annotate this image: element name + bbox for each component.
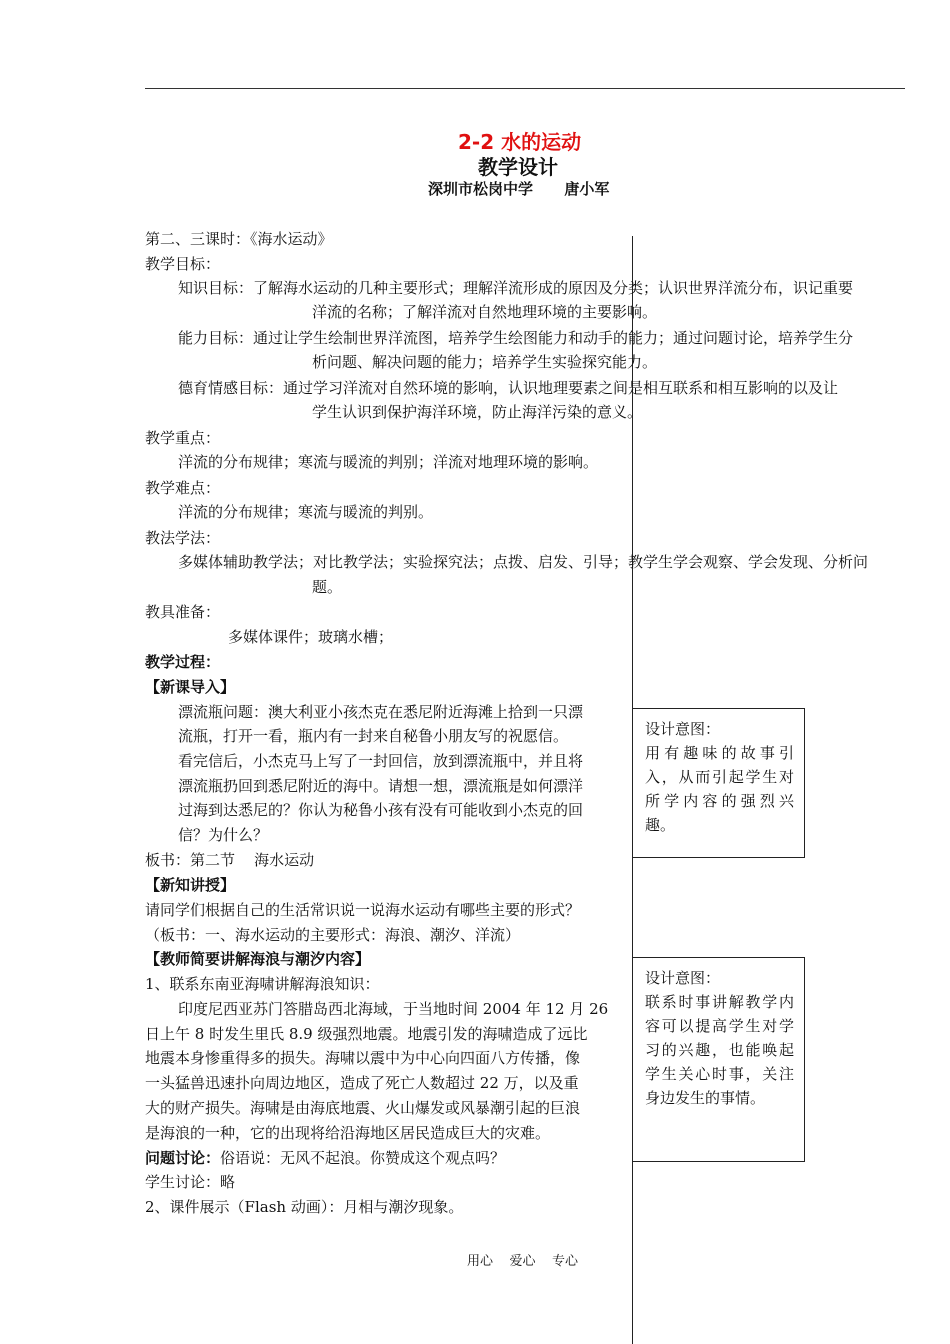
board-note-1: 板书：第二节 海水运动 xyxy=(145,851,315,869)
design-intent-box-1 xyxy=(632,708,805,858)
intro-heading: 【新课导入】 xyxy=(145,678,236,696)
footer-motto: 用心 爱心 专心 xyxy=(467,1254,579,1269)
key-points-text: 洋流的分布规律；寒流与暖流的判别；洋流对地理环境的影响。 xyxy=(178,453,599,471)
knowledge-goal-line2: 洋流的名称；了解洋流对自然地理环境的主要影响。 xyxy=(312,303,658,321)
bottle-line6: 信？为什么？ xyxy=(178,826,269,844)
tsunami-line2: 日上午 8 时发生里氏 8.9 级强烈地震。地震引发的海啸造成了远比 xyxy=(145,1025,588,1043)
discussion-label: 问题讨论： xyxy=(145,1149,221,1167)
methods-line1: 多媒体辅助教学法；对比教学法；实验探究法；点拨、启发、引导；教学生学会观察、学会发现、分析问 xyxy=(178,553,869,571)
tsunami-line5: 大的财产损失。海啸是由海底地震、火山爆发或风暴潮引起的巨浪 xyxy=(145,1099,581,1117)
doc-title: 2-2 水的运动 xyxy=(458,130,582,154)
header-rule xyxy=(145,88,905,89)
author-line: 深圳市松岗中学 唐小军 xyxy=(428,180,610,198)
process-label: 教学过程： xyxy=(145,653,221,671)
methods-label: 教法学法： xyxy=(145,529,221,547)
moral-goal-line1: 德育情感目标：通过学习洋流对自然环境的影响，认识地理要素之间是相互联系和相互影响的以及让 xyxy=(178,379,839,397)
tools-text: 多媒体课件；玻璃水槽； xyxy=(228,628,394,646)
knowledge-goal-line1: 知识目标：了解海水运动的几种主要形式；理解洋流形成的原因及分类；认识世界洋流分布，识记重要 xyxy=(178,279,854,297)
board-note-2: （板书：一、海水运动的主要形式：海浪、潮汐、洋流） xyxy=(145,926,521,944)
tsunami-line4: 一头猛兽迅速扑向周边地区，造成了死亡人数超过 22 万，以及重 xyxy=(145,1074,579,1092)
new-knowledge-heading: 【新知讲授】 xyxy=(145,876,236,894)
methods-line2: 题。 xyxy=(312,578,343,596)
doc-subtitle: 教学设计 xyxy=(478,155,558,179)
lesson-line: 第二、三课时：《海水运动》 xyxy=(145,230,333,248)
new-question: 请同学们根据自己的生活常识说一说海水运动有哪些主要的形式？ xyxy=(145,901,581,919)
objectives-label: 教学目标： xyxy=(145,255,221,273)
tools-label: 教具准备： xyxy=(145,603,221,621)
tsunami-line3: 地震本身惨重得多的损失。海啸以震中为中心向四面八方传播，像 xyxy=(145,1049,581,1067)
design-intent-label-2: 设计意图： xyxy=(645,969,721,987)
discussion-text: 俗语说：无风不起浪。你赞成这个观点吗？ xyxy=(220,1149,506,1167)
bottle-line3: 看完信后，小杰克马上写了一封回信，放到漂流瓶中，并且将 xyxy=(178,752,584,770)
bottle-line1: 漂流瓶问题：澳大利亚小孩杰克在悉尼附近海滩上拾到一只漂 xyxy=(178,703,584,721)
discussion-line xyxy=(145,1147,505,1168)
moral-goal-line2: 学生认识到保护海洋环境，防止海洋污染的意义。 xyxy=(312,403,643,421)
design-intent-text-2: 联系时事讲解教学内容可以提高学生对学习的兴趣，也能唤起学生关心时事，关注身边发生的事情。 xyxy=(645,993,794,1107)
ability-goal-line1: 能力目标：通过让学生绘制世界洋流图，培养学生绘图能力和动手的能力；通过问题讨论，培养学生分 xyxy=(178,329,854,347)
ability-goal-line2: 析问题、解决问题的能力；培养学生实验探究能力。 xyxy=(312,353,658,371)
item-2: 2、课件展示（Flash 动画）：月相与潮汐现象。 xyxy=(145,1198,464,1216)
design-intent-box-2 xyxy=(632,957,805,1162)
brief-heading: 【教师简要讲解海浪与潮汐内容】 xyxy=(145,950,371,968)
tsunami-line6: 是海浪的一种，它的出现将给沿海地区居民造成巨大的灾难。 xyxy=(145,1124,551,1142)
tsunami-line1: 印度尼西亚苏门答腊岛西北海域，于当地时间 2004 年 12 月 26 xyxy=(178,1000,609,1018)
difficult-points-label: 教学难点： xyxy=(145,479,221,497)
bottle-line2: 流瓶，打开一看，瓶内有一封来自秘鲁小朋友写的祝愿信。 xyxy=(178,727,569,745)
design-intent-text-1: 用有趣味的故事引入，从而引起学生对所学内容的强烈兴趣。 xyxy=(645,744,794,834)
bottle-line4: 漂流瓶扔回到悉尼附近的海中。请想一想，漂流瓶是如何漂洋 xyxy=(178,777,584,795)
difficult-points-text: 洋流的分布规律；寒流与暖流的判别。 xyxy=(178,503,434,521)
item-1: 1、联系东南亚海啸讲解海浪知识： xyxy=(145,975,380,993)
student-discussion: 学生讨论：略 xyxy=(145,1173,236,1191)
bottle-line5: 过海到达悉尼的？你认为秘鲁小孩有没有可能收到小杰克的回 xyxy=(178,801,584,819)
key-points-label: 教学重点： xyxy=(145,429,221,447)
design-intent-label-1: 设计意图： xyxy=(645,720,721,738)
